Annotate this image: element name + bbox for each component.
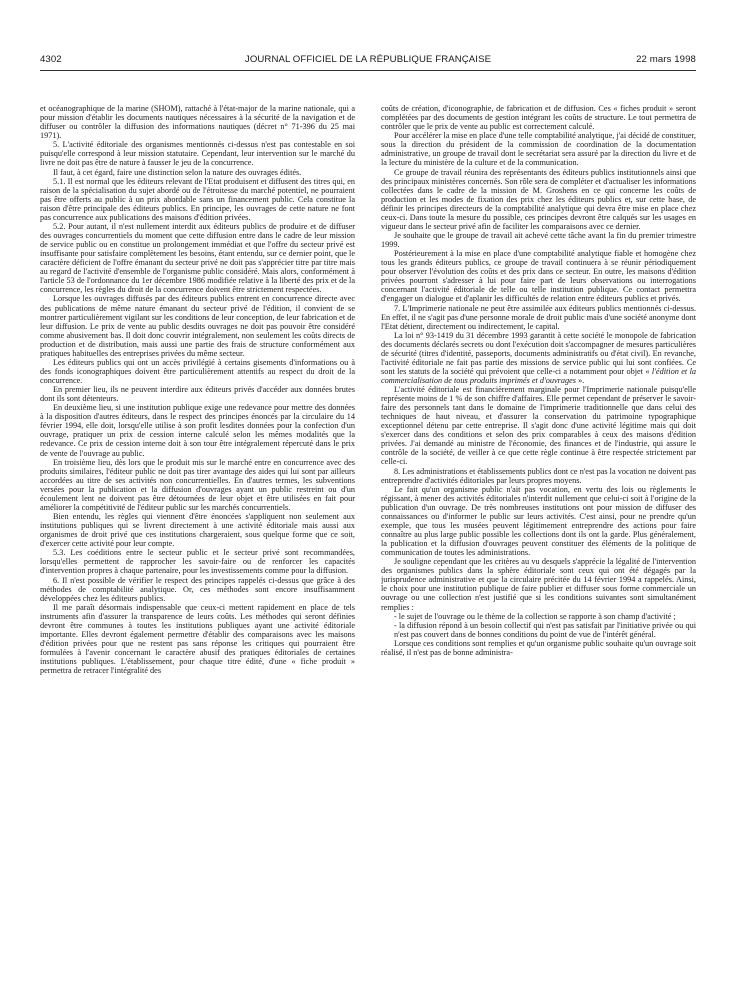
paragraph: En deuxième lieu, si une institution publique exige une redevance pour mettre des données à la disposition d'autres éditeurs, dans le respect des principes énoncés par la circulaire du 14 février 1994, elle doit, lorsqu'elle utilise à son profit lesdites données pour la confection d'un ouvrage, pratiquer un prix de cession interne calculé selon les mêmes modalités que la redevance. Ce prix de cession interne doit à son tour être intégralement répercuté dans le prix de vente de l'ouvrage au public. (40, 403, 355, 458)
paragraph: L'activité éditoriale est financièrement marginale pour l'Imprimerie nationale puisqu'elle représente moins de 1 % de son chiffre d'affaires. Elle permet cependant de préserver le savoir-faire des personnels tant dans le domaine de l'imprimerie traditionnelle que dans celui des techniques de haut niveau, et d'assurer la conservation du patrimoine typographique exceptionnel détenu par cette entreprise. Il s'agit donc d'une activité légitime mais qui doit s'exercer dans des conditions et selon des prix comparables à ceux des maisons d'édition privées. J'ai demandé au ministre de l'économie, des finances et de l'industrie, qui assure le contrôle de la société, de veiller à ce que cette règle continue à être respectée strictement par celle-ci. (381, 385, 696, 467)
paragraph: 6. Il n'est possible de vérifier le respect des principes rappelés ci-dessus que grâce à des méthodes de comptabilité analytique. Or, ces méthodes sont encore insuffisamment développées chez les éditeurs publics. (40, 575, 355, 603)
paragraph: 5.2. Pour autant, il n'est nullement interdit aux éditeurs publics de produire et de diffuser des ouvrages concurrentiels du moment que cette diffusion entre dans le cadre de leur mission de service public ou en constitue un prolongement immédiat et que l'offre du secteur privé est insuffisante pour satisfaire complètement les besoins, étant entendu, sur ce dernier point, que le caractère déficient de l'offre émanant du secteur privé ne doit pas s'apprécier titre par titre mais au regard de l'activité d'ensemble de l'organisme public considéré. Mais alors, conformément à l'article 53 de l'ordonnance du 1er décembre 1986 modifiée relative à la liberté des prix et de la concurrence, les règles du droit de la concurrence doivent être strictement respectées. (40, 221, 355, 295)
page-header (40, 54, 696, 68)
page-number: 4302 (40, 54, 62, 65)
paragraph: et océanographique de la marine (SHOM), rattaché à l'état-major de la marine nationale, qui a pour mission d'établir les documents nautiques nécessaires à la sécurité de la navigation et de diffuser ou contrôler la diffusion des informations nautiques (décret n° 71-396 du 25 mai 1971). (40, 104, 355, 141)
paragraph: 5.1. Il est normal que les éditeurs relevant de l'Etat produisent et diffusent des titres qui, en raison de la spécialisation du sujet abordé ou de l'étroitesse du marché potentiel, ne pourraient pas être offerts au public à un prix abordable sans un financement public. Cela constitue la raison d'être principale des éditeurs publics. En principe, les ouvrages de cette nature ne font pas concurrence aux publications des maisons d'édition privées. (40, 176, 355, 222)
paragraph: La loi n° 93-1419 du 31 décembre 1993 garantit à cette société le monopole de fabrication des documents déclarés secrets ou dont l'exécution doit s'accompagner de mesures particulières de sécurité (titres d'identité, passeports, documents administratifs ou d'état civil). En revanche, l'activité éditoriale ne fait pas partie des missions de service public qui lui sont confiées. Ce sont les statuts de la société qui prévoient que celle-ci a notamment pour objet « l'édition et la commercialisation de tous produits imprimés et d'ouvrages ». (381, 330, 696, 385)
paragraph: Le fait qu'un organisme public n'ait pas vocation, en vertu des lois ou règlements le régissant, à mener des activités éditoriales n'interdit nullement que celui-ci soit à l'origine de la publication d'un ouvrage. De très nombreuses institutions ont pour mission de diffuser des connaissances ou d'informer le public sur leurs activités. C'est ainsi, pour ne prendre qu'un exemple, que tous les musées peuvent légitimement entreprendre des actions pour faire connaître au plus large public possible les collections dont ils ont la garde. Plus généralement, la publication et la diffusion d'ouvrages peuvent constituer des éléments de la politique de communication de toutes les administrations. (381, 484, 696, 558)
paragraph: Pour accélérer la mise en place d'une telle comptabilité analytique, j'ai décidé de constituer, sous la direction du président de la commission de coordination de la documentation administrative, un groupe de travail dont le secrétariat sera assuré par la direction du livre et de la lecture du ministère de la culture et de la communication. (381, 131, 696, 168)
paragraph: Les éditeurs publics qui ont un accès privilégié à certains gisements d'informations ou à des fonds iconographiques doivent être particulièrement attentifs au respect du droit de la concurrence. (40, 357, 355, 385)
paragraph: Je souligne cependant que les critères au vu desquels s'apprécie la légalité de l'intervention des organismes publics dans la sphère éditoriale sont ceux qui ont été dégagés par la jurisprudence administrative et que la circulaire précitée du 14 février 1994 a rappelés. Ainsi, le choix pour une institution publique de faire publier et diffuser sous forme commerciale un ouvrage ou une collection n'est justifié que si les conditions suivantes sont simultanément remplies : (381, 557, 696, 612)
paragraph: 5.3. Les coéditions entre le secteur public et le secteur privé sont recommandées, lorsqu'elles permettent de rapprocher les savoir-faire ou de renforcer les capacités d'intervention propres à chaque partenaire, pour les investissements comme pour la diffusion. (40, 548, 355, 576)
paragraph: Il me paraît désormais indispensable que ceux-ci mettent rapidement en place de tels instruments afin d'assurer la transparence de leurs coûts. Les méthodes qui seront définies devront être communes à toutes les institutions publiques ayant une activité éditoriale importante. Elles devront également permettre d'établir des comparaisons avec les maisons d'édition privées pour que ne restent pas sans réponse les critiques qui pourraient être formulées à l'avenir concernant le caractère abusif des pratiques éditoriales de certaines institutions publiques. L'établissement, pour chaque titre édité, d'une « fiche produit » permettra de retracer l'intégralité des (40, 602, 355, 676)
paragraph: coûts de création, d'iconographie, de fabrication et de diffusion. Ces « fiches produit » seront complétées par des documents de gestion intégrant les coûts de structure. Le tout permettra de contrôler que le prix de vente au public est correctement calculé. (381, 104, 696, 132)
paragraph: Postérieurement à la mise en place d'une comptabilité analytique fiable et homogène chez tous les grands éditeurs publics, ce groupe de travail continuera à se réunir périodiquement pour observer l'évolution des coûts et des prix dans ce secteur. En outre, les maisons d'édition privées pourront s'adresser à lui pour faire part de leurs observations ou interrogations concernant l'activité éditoriale de telle ou telle institution publique. Ce contact permettra d'engager un dialogue et d'aplanir les difficultés de relation entre éditeurs publics et privés. (381, 249, 696, 304)
paragraph: Ce groupe de travail réunira des représentants des éditeurs publics institutionnels ainsi que des principaux ministères concernés. Son rôle sera de compléter et d'actualiser les informations collectées dans le cadre de la mission de M. Groshens en ce qui concerne les coûts de production et les modes de fixation des prix chez les éditeurs publics et, sur cette base, de définir les principes directeurs de la comptabilité analytique qui devra être mise en place chez ceux-ci. Dans toute la mesure du possible, ces principes devront être calqués sur les usages en vigueur dans le secteur privé afin de faciliter les comparaisons avec ce dernier. (381, 167, 696, 231)
paragraph: - la diffusion répond à un besoin collectif qui n'est pas satisfait par l'initiative privée ou qui n'est pas couvert dans de bonnes conditions du point de vue de l'intérêt général. (394, 620, 696, 639)
paragraph: Lorsque les ouvrages diffusés par des éditeurs publics entrent en concurrence directe avec des publications de même nature émanant du secteur privé de l'édition, il convient de se montrer particulièrement vigilant sur les conditions de leur conception, de leur fabrication et de leur diffusion. Le prix de vente au public desdits ouvrages ne doit pas pouvoir être considéré comme abusivement bas. Il doit donc couvrir intégralement, non seulement les coûts directs de production et de distribution, mais aussi une partie des frais de structure conformément aux pratiques habituelles des entreprises privées du même secteur. (40, 294, 355, 358)
paragraph: En premier lieu, ils ne peuvent interdire aux éditeurs privés d'accéder aux données brutes dont ils sont détenteurs. (40, 385, 355, 404)
paragraph: - le sujet de l'ouvrage ou le thème de la collection se rapporte à son champ d'activité ; (394, 611, 676, 621)
left-column (40, 104, 355, 980)
issue-date: 22 mars 1998 (636, 54, 696, 65)
paragraph: Il faut, à cet égard, faire une distinction selon la nature des ouvrages édités. (53, 167, 302, 177)
paragraph: Lorsque ces conditions sont remplies et qu'un organisme public souhaite qu'un ouvrage soit réalisé, il n'est pas de bonne administra- (381, 638, 696, 658)
paragraph: 8. Les administrations et établissements publics dont ce n'est pas la vocation ne doivent pas entreprendre d'activités éditoriales par leurs propres moyens. (381, 466, 696, 485)
journal-title: JOURNAL OFFICIEL DE LA RÉPUBLIQUE FRANÇAISE (244, 54, 492, 65)
paragraph: Je souhaite que le groupe de travail ait achevé cette tâche avant la fin du premier trimestre 1999. (381, 230, 696, 249)
paragraph: En troisième lieu, dès lors que le produit mis sur le marché entre en concurrence avec des produits similaires, l'éditeur public ne doit pas tirer avantage des aides qui lui sont par ailleurs accordées au titre de ses activités non concurrentielles. En d'autres termes, les subventions versées pour la publication et la diffusion d'ouvrages ayant un public restreint ou d'un écoulement lent ne doivent pas être détournées de leur objet et être utilisées en fait pour améliorer la compétitivité de l'éditeur public sur les marchés concurrentiels. (40, 457, 355, 512)
paragraph: 7. L'Imprimerie nationale ne peut être assimilée aux éditeurs publics mentionnés ci-dessus. En effet, il ne s'agit pas d'une personne morale de droit public mais d'une société anonyme dont l'Etat détient, directement ou indirectement, le capital. (381, 303, 696, 331)
right-column (381, 104, 696, 980)
paragraph: 5. L'activité éditoriale des organismes mentionnés ci-dessus n'est pas contestable en soi puisqu'elle correspond à leur mission statutaire. Cependant, leur intervention sur le marché du livre ne doit pas être de nature à fausser le jeu de la concurrence. (40, 140, 355, 168)
header-rule (40, 70, 696, 71)
paragraph: Bien entendu, les règles qui viennent d'être énoncées s'appliquent non seulement aux institutions publiques qui se livrent directement à une activité éditoriale mais aussi aux organismes de droit privé que ces institutions chargeraient, sous quelque forme que ce soit, d'exercer cette activité pour leur compte. (40, 512, 355, 549)
